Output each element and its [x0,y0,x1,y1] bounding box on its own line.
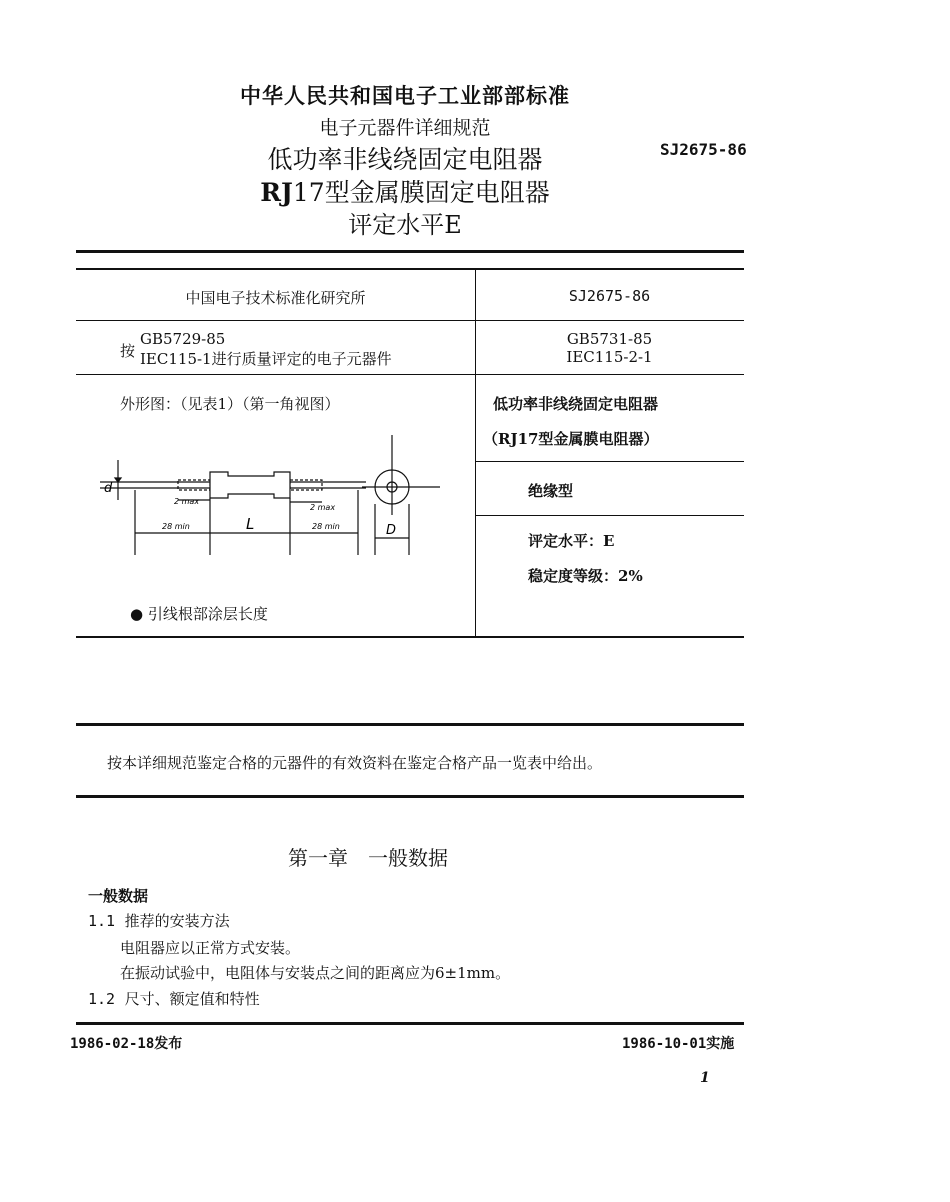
section-1-1-num: 1.1 [88,912,116,930]
assess-line1: GB5729-85 [140,330,226,348]
section-1-1-line2: 在振动试验中，电阻体与安装点之间的距离应为6±1mm。 [120,964,511,982]
resistor-body [210,472,290,498]
effective-date: 1986-10-01实施 [622,1036,735,1052]
footer-rule [76,1022,744,1025]
section-1-2-num: 1.2 [88,990,116,1008]
assessment-level-heading: 评定水平E [348,211,462,239]
label-d: d [104,481,113,496]
issue-date: 1986-02-18发布 [70,1036,183,1052]
standard-code: SJ2675-86 [660,140,747,159]
section-1-1 [88,910,230,931]
spec-number: SJ2675-86 [568,287,651,305]
component-sub: （RJ17型金属膜电阻器） [483,430,659,448]
label-28min-left: 28 min [162,522,190,531]
table-row2-rule [76,374,744,375]
qualified-note: 按本详细规范鉴定合格的元器件的有效资料在鉴定合格产品一览表中给出。 [107,754,603,772]
label-D: D [386,523,397,538]
dim-d-head [115,478,121,482]
table-vertical-rule [475,270,476,636]
section-heading: 一般数据 [88,887,149,905]
ministry-standard-heading: 中华人民共和国电子工业部部标准 [240,84,570,108]
outline-label: 外形图：（见表1）（第一角视图） [120,395,340,413]
label-2max-left: 2 max [174,497,200,506]
note-top-rule [76,723,744,726]
section-1-1-line1: 电阻器应以正常方式安装。 [120,939,301,957]
section-1-1-title: 推荐的安装方法 [124,912,230,930]
level-label: 评定水平：E [528,532,615,550]
title-model-prefix: RJ [260,178,293,207]
label-28min-right: 28 min [312,522,340,531]
note-bottom-rule [76,795,744,798]
right-row-rule2 [475,515,744,516]
title-model [0,173,810,209]
section-1-2-title: 尺寸、额定值和特性 [124,990,260,1008]
resistor-outline-diagram [100,430,450,570]
table-row1-rule [76,320,744,321]
insulation-type: 绝缘型 [528,482,574,500]
stability-label: 稳定度等级：2% [528,567,643,585]
table-top-rule [76,268,744,270]
page-number: 1 [700,1070,710,1086]
label-2max-right: 2 max [310,503,336,512]
component-name: 低功率非线绕固定电阻器 [493,395,659,413]
chapter-title: 第一章 一般数据 [288,846,448,870]
std-ref2: IEC115-2-1 [566,348,653,366]
institute-name: 中国电子技术标准化研究所 [185,289,366,307]
spec-type-heading: 电子元器件详细规范 [319,117,491,139]
section-1-2 [88,988,260,1009]
right-row-rule1 [475,461,744,462]
title-model-rest: 17型金属膜固定电阻器 [292,178,550,207]
assess-prefix: 按 [120,342,136,360]
table-bottom-rule [76,636,744,638]
assess-line2: IEC115-1进行质量评定的电子元器件 [140,350,392,368]
title-main: 低功率非线绕固定电阻器 [267,145,543,174]
std-ref1: GB5731-85 [566,330,653,348]
coating-note-text: 引线根部涂层长度 [147,605,268,623]
label-L: L [246,515,255,533]
top-rule-thick [76,250,744,253]
coating-note: ● 引线根部涂层长度 [130,605,268,623]
